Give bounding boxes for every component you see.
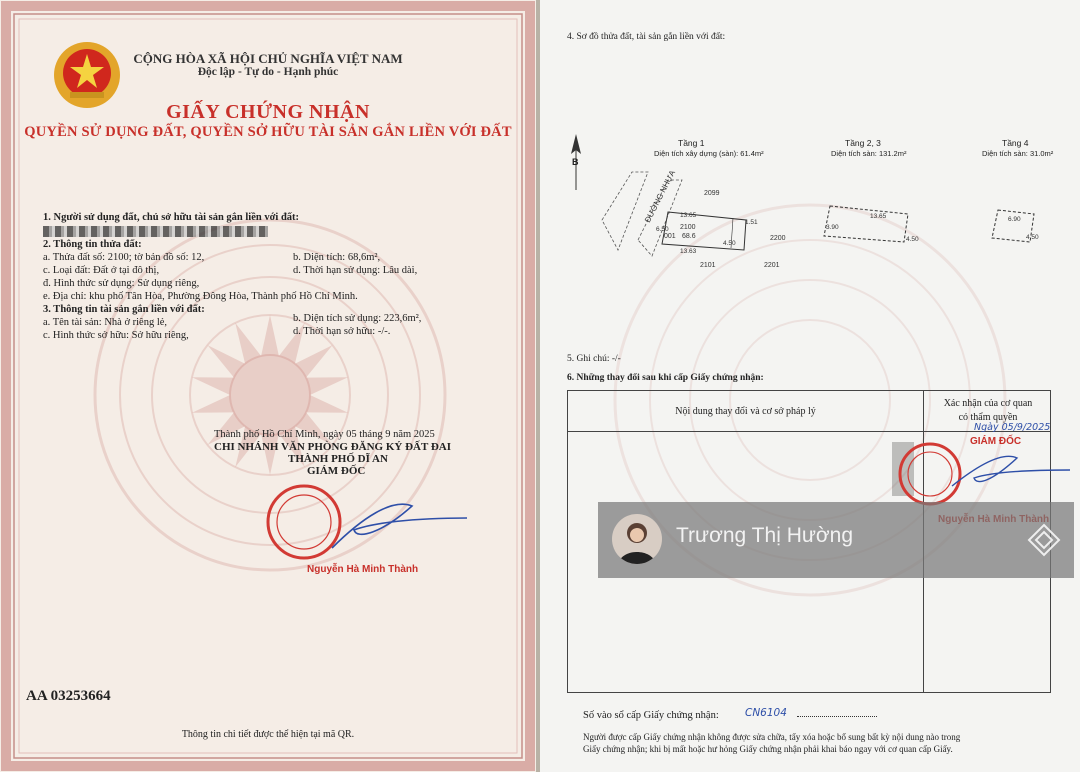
register-number: CN6104 [745, 707, 787, 719]
section-owner-heading: 1. Người sử dụng đất, chủ sở hữu tài sản gắn liền với đất: [43, 212, 300, 223]
asset-name: a. Tên tài sản: Nhà ở riêng lẻ, [43, 317, 168, 328]
parcel-diagram [590, 160, 1060, 280]
director-title-right: GIÁM ĐỐC [970, 436, 1022, 447]
parcel-2201: 2201 [764, 262, 780, 269]
dim-f1-left: 6.50 [656, 226, 669, 233]
north-label: B [572, 157, 579, 167]
column-header-confirm-2: có thẩm quyền [958, 412, 1018, 423]
certificate-serial: AA 03253664 [26, 688, 111, 704]
floor1-title: Tầng 1 [678, 138, 705, 148]
parcel-2200: 2200 [770, 235, 786, 242]
notes-line: 5. Ghi chú: -/- [567, 354, 621, 364]
land-parcel-number: a. Thửa đất số: 2100; tờ bản đồ số: 12, [43, 252, 205, 263]
diagram-heading: 4. Sơ đồ thửa đất, tài sản gắn liền với đất: [567, 32, 726, 42]
dim-f23-left: 3.90 [826, 224, 839, 231]
document-subtitle: QUYỀN SỬ DỤNG ĐẤT, QUYỀN SỞ HỮU TÀI SẢN GẮN LIỀN VỚI ĐẤT [24, 124, 512, 140]
dim-f4-top: 6.90 [1008, 216, 1021, 223]
parcel-2099: 2099 [704, 190, 720, 197]
parcel-code: 001 [664, 233, 676, 240]
land-type: c. Loại đất: Đất ở tại đô thị, [43, 265, 160, 276]
signer-name: Nguyễn Hà Minh Thành [307, 564, 419, 575]
floor1-area: Diện tích xây dựng (sàn): 61.4m² [654, 149, 764, 158]
land-term: d. Thời hạn sử dụng: Lâu dài, [293, 265, 418, 276]
footer-line-1: Người được cấp Giấy chứng nhận không được sửa chữa, tẩy xóa hoặc bổ sung bất kỳ nội dung nào trong [583, 732, 961, 742]
document-title: GIẤY CHỨNG NHẬN [166, 101, 370, 123]
dim-f1-mid: 4.50 [723, 240, 736, 247]
column-header-content: Nội dung thay đổi và cơ sở pháp lý [675, 406, 816, 417]
agent-watermark-banner [598, 502, 1074, 578]
asset-floor-area: b. Diện tích sử dụng: 223,6m², [293, 313, 422, 324]
floor23-area: Diện tích sàn: 131.2m² [831, 149, 907, 158]
issuing-office: CHI NHÁNH VĂN PHÒNG ĐĂNG KÝ ĐẤT ĐAI [214, 441, 452, 453]
watermark-name: Trương Thị Hường [676, 524, 854, 547]
floor4-title: Tầng 4 [1002, 138, 1029, 148]
land-area: b. Diện tích: 68,6m², [293, 252, 381, 263]
column-header-confirm-1: Xác nhận của cơ quan [943, 398, 1033, 409]
footer-line-2: Giấy chứng nhận; khi bị mất hoặc hư hỏng Giấy chứng nhận phải khai báo ngay với cơ quan cấp Giấy. [583, 744, 953, 754]
avatar [612, 514, 662, 564]
national-title: CỘNG HÒA XÃ HỘI CHỦ NGHĨA VIỆT NAM [133, 51, 403, 66]
redacted-owner-name [43, 226, 268, 237]
register-label: Số vào sổ cấp Giấy chứng nhận: [583, 710, 719, 721]
floor23-title: Tầng 2, 3 [845, 138, 881, 148]
asset-ownership-form: c. Hình thức sở hữu: Sở hữu riêng, [43, 330, 189, 341]
dim-f1-bottom: 13.63 [680, 248, 697, 255]
road-label: ĐƯỜNG NHỰA [643, 168, 678, 225]
changes-heading: 6. Những thay đổi sau khi cấp Giấy chứng nhận: [567, 373, 764, 383]
issuing-city: THÀNH PHỐ DĨ AN [288, 453, 388, 465]
dim-f1-top: 13.65 [680, 212, 697, 219]
section-land-heading: 2. Thông tin thửa đất: [43, 239, 142, 250]
national-motto: Độc lập - Tự do - Hạnh phúc [197, 66, 339, 78]
floor4-area: Diện tích sàn: 31.0m² [982, 149, 1054, 158]
parcel-2100: 2100 [680, 224, 696, 231]
dim-f23-top: 13.65 [870, 213, 887, 220]
dim-f4-right: 4.50 [1026, 234, 1039, 241]
certificate-front-page [0, 0, 536, 772]
section-asset-heading: 3. Thông tin tài sản gắn liền với đất: [43, 304, 205, 315]
register-dotted-line [797, 716, 877, 717]
director-title: GIÁM ĐỐC [307, 465, 366, 477]
handwritten-date: Ngày 05/9/2025 [974, 422, 1051, 433]
dim-f23-right: 4.50 [906, 236, 919, 243]
logo-icon [1026, 522, 1062, 558]
parcel-area: 68.6 [682, 233, 696, 240]
dim-f1-right: 1.51 [745, 219, 758, 226]
certificate-back-page [540, 0, 1080, 772]
qr-footer-note: Thông tin chi tiết được thể hiện tại mã QR. [181, 729, 355, 740]
land-use-form: đ. Hình thức sử dụng: Sử dụng riêng, [43, 278, 200, 289]
asset-ownership-term: d. Thời hạn sở hữu: -/-. [293, 326, 391, 337]
land-address: e. Địa chỉ: khu phố Tân Hòa, Phường Đông Hòa, Thành phố Hồ Chí Minh. [43, 291, 358, 302]
issue-date-line: Thành phố Hồ Chí Minh, ngày 05 tháng 9 năm 2025 [214, 429, 435, 440]
official-stamp-and-signature [262, 478, 482, 573]
parcel-2101: 2101 [700, 262, 716, 269]
